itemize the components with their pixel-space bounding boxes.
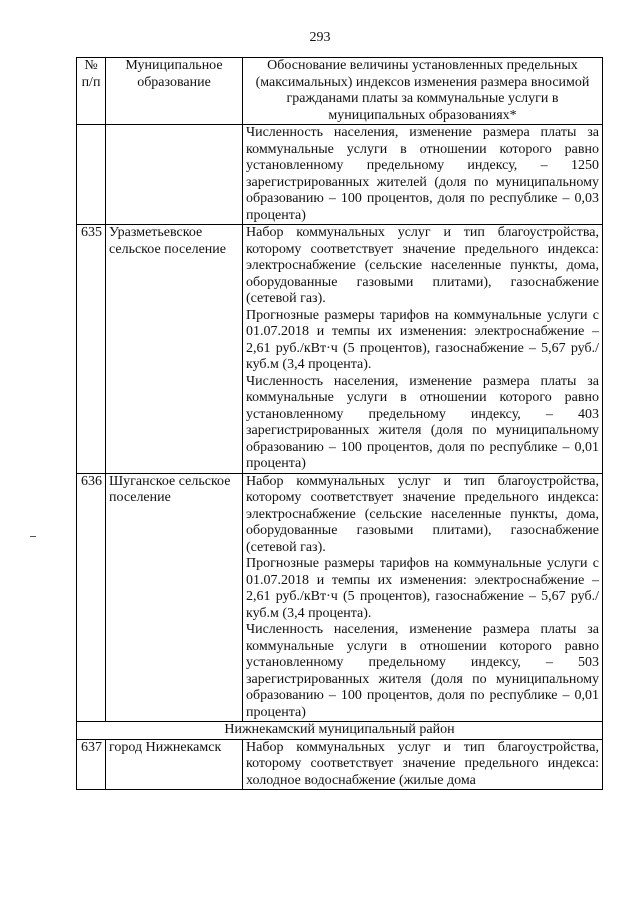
row-justification-cell xyxy=(243,739,603,790)
district-header-row xyxy=(77,722,603,740)
row-number: 636 xyxy=(77,473,106,722)
table-row xyxy=(77,473,603,722)
justification-paragraph: Набор коммунальных услуг и тип благоустройства, которому соответствует значение предельного индекса: электроснабжение (сельские населенные пункты, дома, оборудованные газовыми плитами), газоснабжение (сетевой газ). xyxy=(246,225,599,306)
margin-mark xyxy=(30,536,36,537)
table-row xyxy=(77,225,603,474)
justification-paragraph: Набор коммунальных услуг и тип благоустройства, которому соответствует значение предельного индекса: электроснабжение (сельские населенные пункты, дома, оборудованные газовыми плитами), газоснабжение (сетевой газ). xyxy=(246,473,599,555)
table-row xyxy=(77,739,603,790)
header-number: № п/п xyxy=(77,58,106,125)
justification-paragraph: Численность населения, изменение размера платы за коммунальные услуги в отношении которого равно установленному предельному индексу, – 403 зарегистрированных жителя (доля по муниципальному образованию – 100 процентов, доля по республике – 0,01 процента) xyxy=(246,373,599,471)
row-municipality: город Нижнекамск xyxy=(106,739,243,790)
row-municipality: Шуганское сельское поселение xyxy=(106,473,243,722)
table-row-continuation xyxy=(77,125,603,225)
row-municipality: Уразметьевское сельское поселение xyxy=(106,225,243,474)
row-justification-cell xyxy=(243,473,603,722)
justification-paragraph: Прогнозные размеры тарифов на коммунальные услуги с 01.07.2018 и темпы их изменения: электроснабжение – 2,61 руб./кВт·ч (5 процентов), газоснабжение – 5,67 руб./куб.м (3,4 процента). xyxy=(246,307,599,372)
row-number: 637 xyxy=(77,739,106,790)
justification-paragraph: Численность населения, изменение размера платы за коммунальные услуги в отношении которого равно установленному предельному индексу, – 503 зарегистрированных жителя (доля по муниципальному образованию – 100 процентов, доля по республике – 0,01 процента) xyxy=(246,622,599,720)
header-justification: Обоснование величины установленных предельных (максимальных) индексов изменения размера вносимой гражданами платы за коммунальные услуги в муниципальных образованиях* xyxy=(243,58,603,125)
row-justification-cell xyxy=(243,125,603,225)
row-municipality-cell xyxy=(106,125,243,225)
justification-paragraph: Набор коммунальных услуг и тип благоустройства, которому соответствует значение предельного индекса: холодное водоснабжение (жилые дома xyxy=(246,739,599,788)
justification-paragraph: Прогнозные размеры тарифов на коммунальные услуги с 01.07.2018 и темпы их изменения: электроснабжение – 2,61 руб./кВт·ч (5 процентов), газоснабжение – 5,67 руб./куб.м (3,4 процента). xyxy=(246,556,599,621)
table-header-row xyxy=(77,58,603,125)
tariff-index-table xyxy=(76,57,603,790)
row-number-cell xyxy=(77,125,106,225)
justification-paragraph: Численность населения, изменение размера платы за коммунальные услуги в отношении которого равно установленному предельному индексу, – 1250 зарегистрированных жителей (доля по муниципальному образованию – 100 процентов, доля по республике – 0,03 процента) xyxy=(246,125,599,223)
district-name: Нижнекамский муниципальный район xyxy=(77,722,603,740)
header-municipality: Муниципальное образование xyxy=(106,58,243,125)
row-justification-cell xyxy=(243,225,603,474)
row-number: 635 xyxy=(77,225,106,474)
page-number: 293 xyxy=(309,30,331,45)
